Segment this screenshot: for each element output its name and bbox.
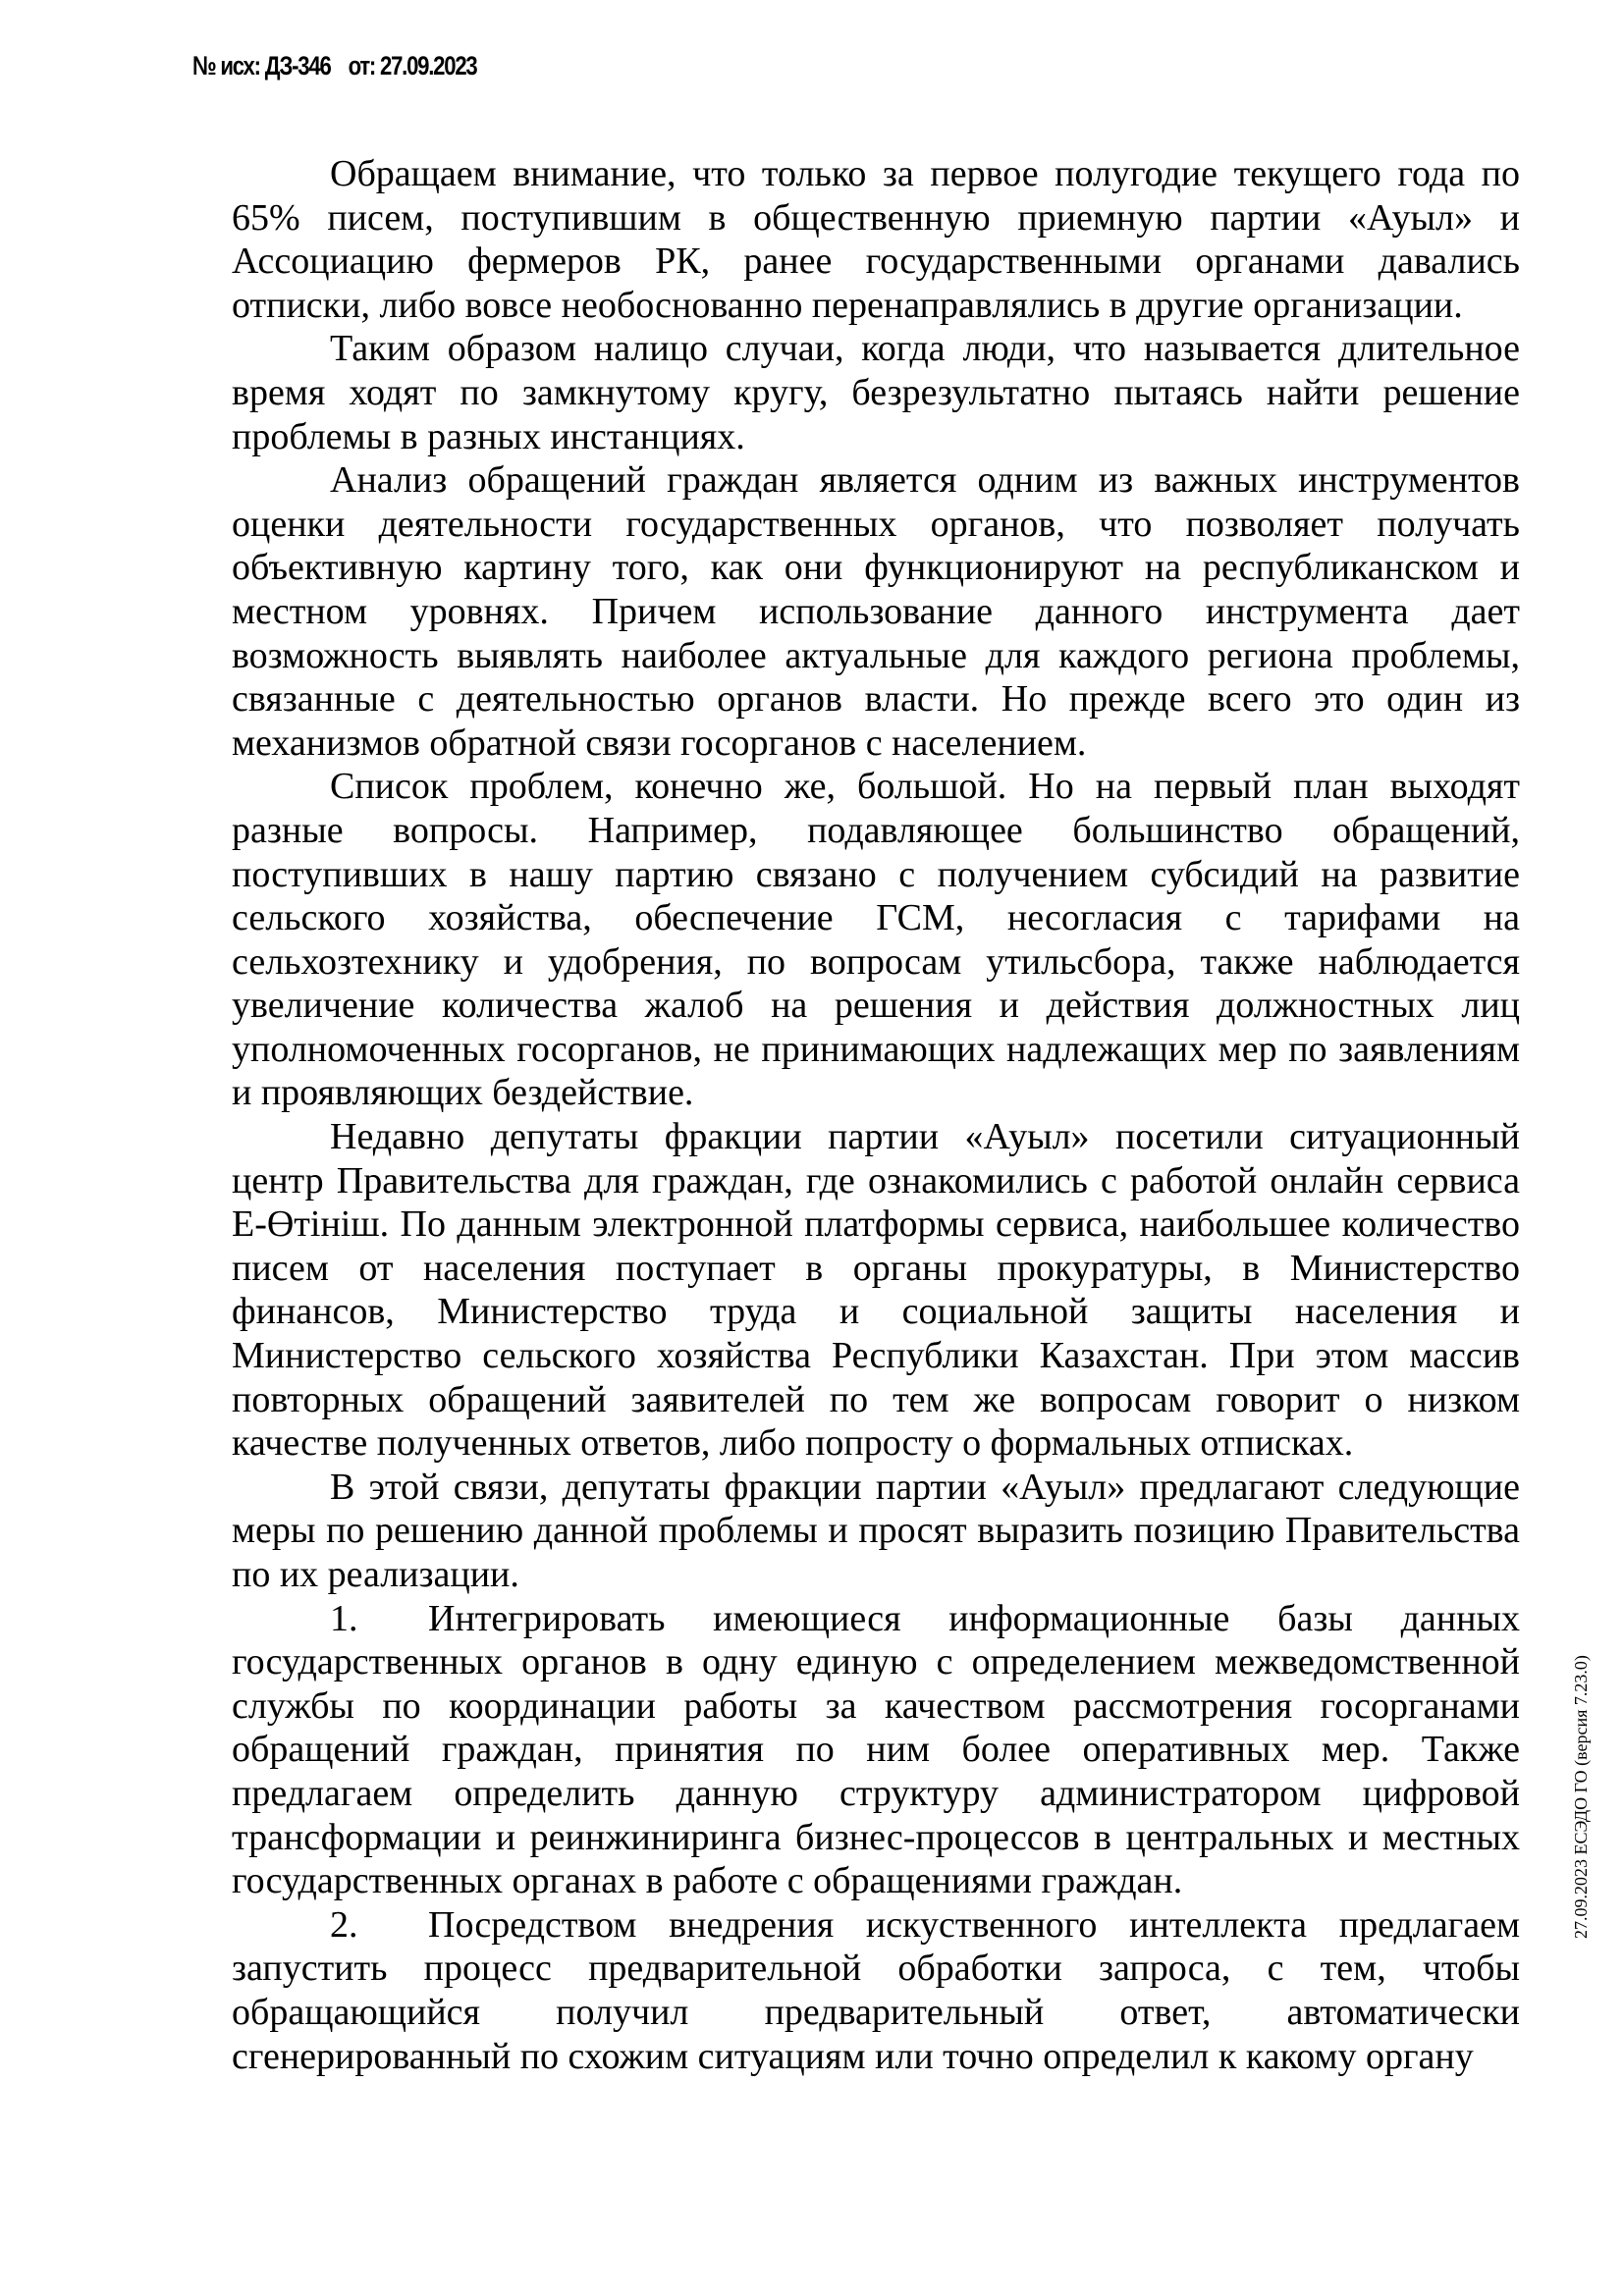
outgoing-date: от: 27.09.2023 [348,51,477,80]
list-item-number: 1. [330,1597,358,1639]
paragraph: Обращаем внимание, что только за первое полугодие текущего года по 65% писем, поступившим в общественную приемную партии «Ауыл» и Ассоциацию фермеров РК, ранее государственными органами давались отписки, либо вовсе необоснованно перенаправлялись в другие организации. [232,153,1520,326]
outgoing-number: № исх: ДЗ-346 [192,51,331,80]
paragraph: Недавно депутаты фракции партии «Ауыл» посетили ситуационный центр Правительства для граждан, где ознакомились с работой онлайн сервиса Е-Өтініш. По данным электронной платформы сервиса, наибольшее количество писем от населения поступает в органы прокуратуры, в Министерство финансов, Министерство труда и социальной защиты населения и Министерство сельского хозяйства Республики Казахстан. При этом массив повторных обращений заявителей по тем же вопросам говорит о низком качестве полученных ответов, либо попросту о формальных отписках. [232,1116,1520,1465]
paragraph: Список проблем, конечно же, большой. Но на первый план выходят разные вопросы. Например, подавляющее большинство обращений, поступивших в нашу партию связано с получением субсидий на развитие сельского хозяйства, обеспечение ГСМ, несогласия с тарифами на сельхозтехнику и удобрения, по вопросам утильсбора, также наблюдается увеличение количества жалоб на решения и действия должностных лиц уполномоченных госорганов, не принимающих надлежащих мер по заявлениям и проявляющих бездействие. [232,766,1520,1114]
paragraph: Анализ обращений граждан является одним из важных инструментов оценки деятельности государственных органов, что позволяет получать объективную картину того, как они функционируют на республиканском и местном уровнях. Причем использование данного инструмента дает возможность выявлять наиболее актуальные для каждого региона проблемы, связанные с деятельностью органов власти. Но прежде всего это один из механизмов обратной связи госорганов с населением. [232,459,1520,764]
paragraph: В этой связи, депутаты фракции партии «Ауыл» предлагают следующие меры по решению данной проблемы и просят выразить позицию Правительства по их реализации. [232,1466,1520,1595]
list-item-number: 2. [330,1903,358,1946]
list-item-text: Посредством внедрения искуственного интеллекта предлагаем запустить процесс предварительной обработки запроса, с тем, чтобы обращающийся получил предварительный ответ, автоматически сгенерированный по схожим ситуациям или точно определил к какому органу [232,1903,1520,2077]
document-body [232,152,1520,2078]
paragraph: Таким образом налицо случаи, когда люди, что называется длительное время ходят по замкнутому кругу, безрезультатно пытаясь найти решение проблемы в разных инстанциях. [232,328,1520,457]
registration-stamp: 27.09.2023 ЕСЭДО ГО (версия 7.23.0) [1571,1655,1591,1939]
list-item-text: Интегрировать имеющиеся информационные базы данных государственных органов в одну единую с определением межведомственной службы по координации работы за качеством рассмотрения госорганами обращений граждан, принятия по ним более оперативных мер. Также предлагаем определить данную структуру администратором цифровой трансформации и реинжиниринга бизнес-процессов в центральных и местных государственных органах в работе с обращениями граждан. [232,1597,1520,1902]
document-header [192,51,477,81]
list-item [232,1597,1520,1903]
list-item [232,1903,1520,2078]
